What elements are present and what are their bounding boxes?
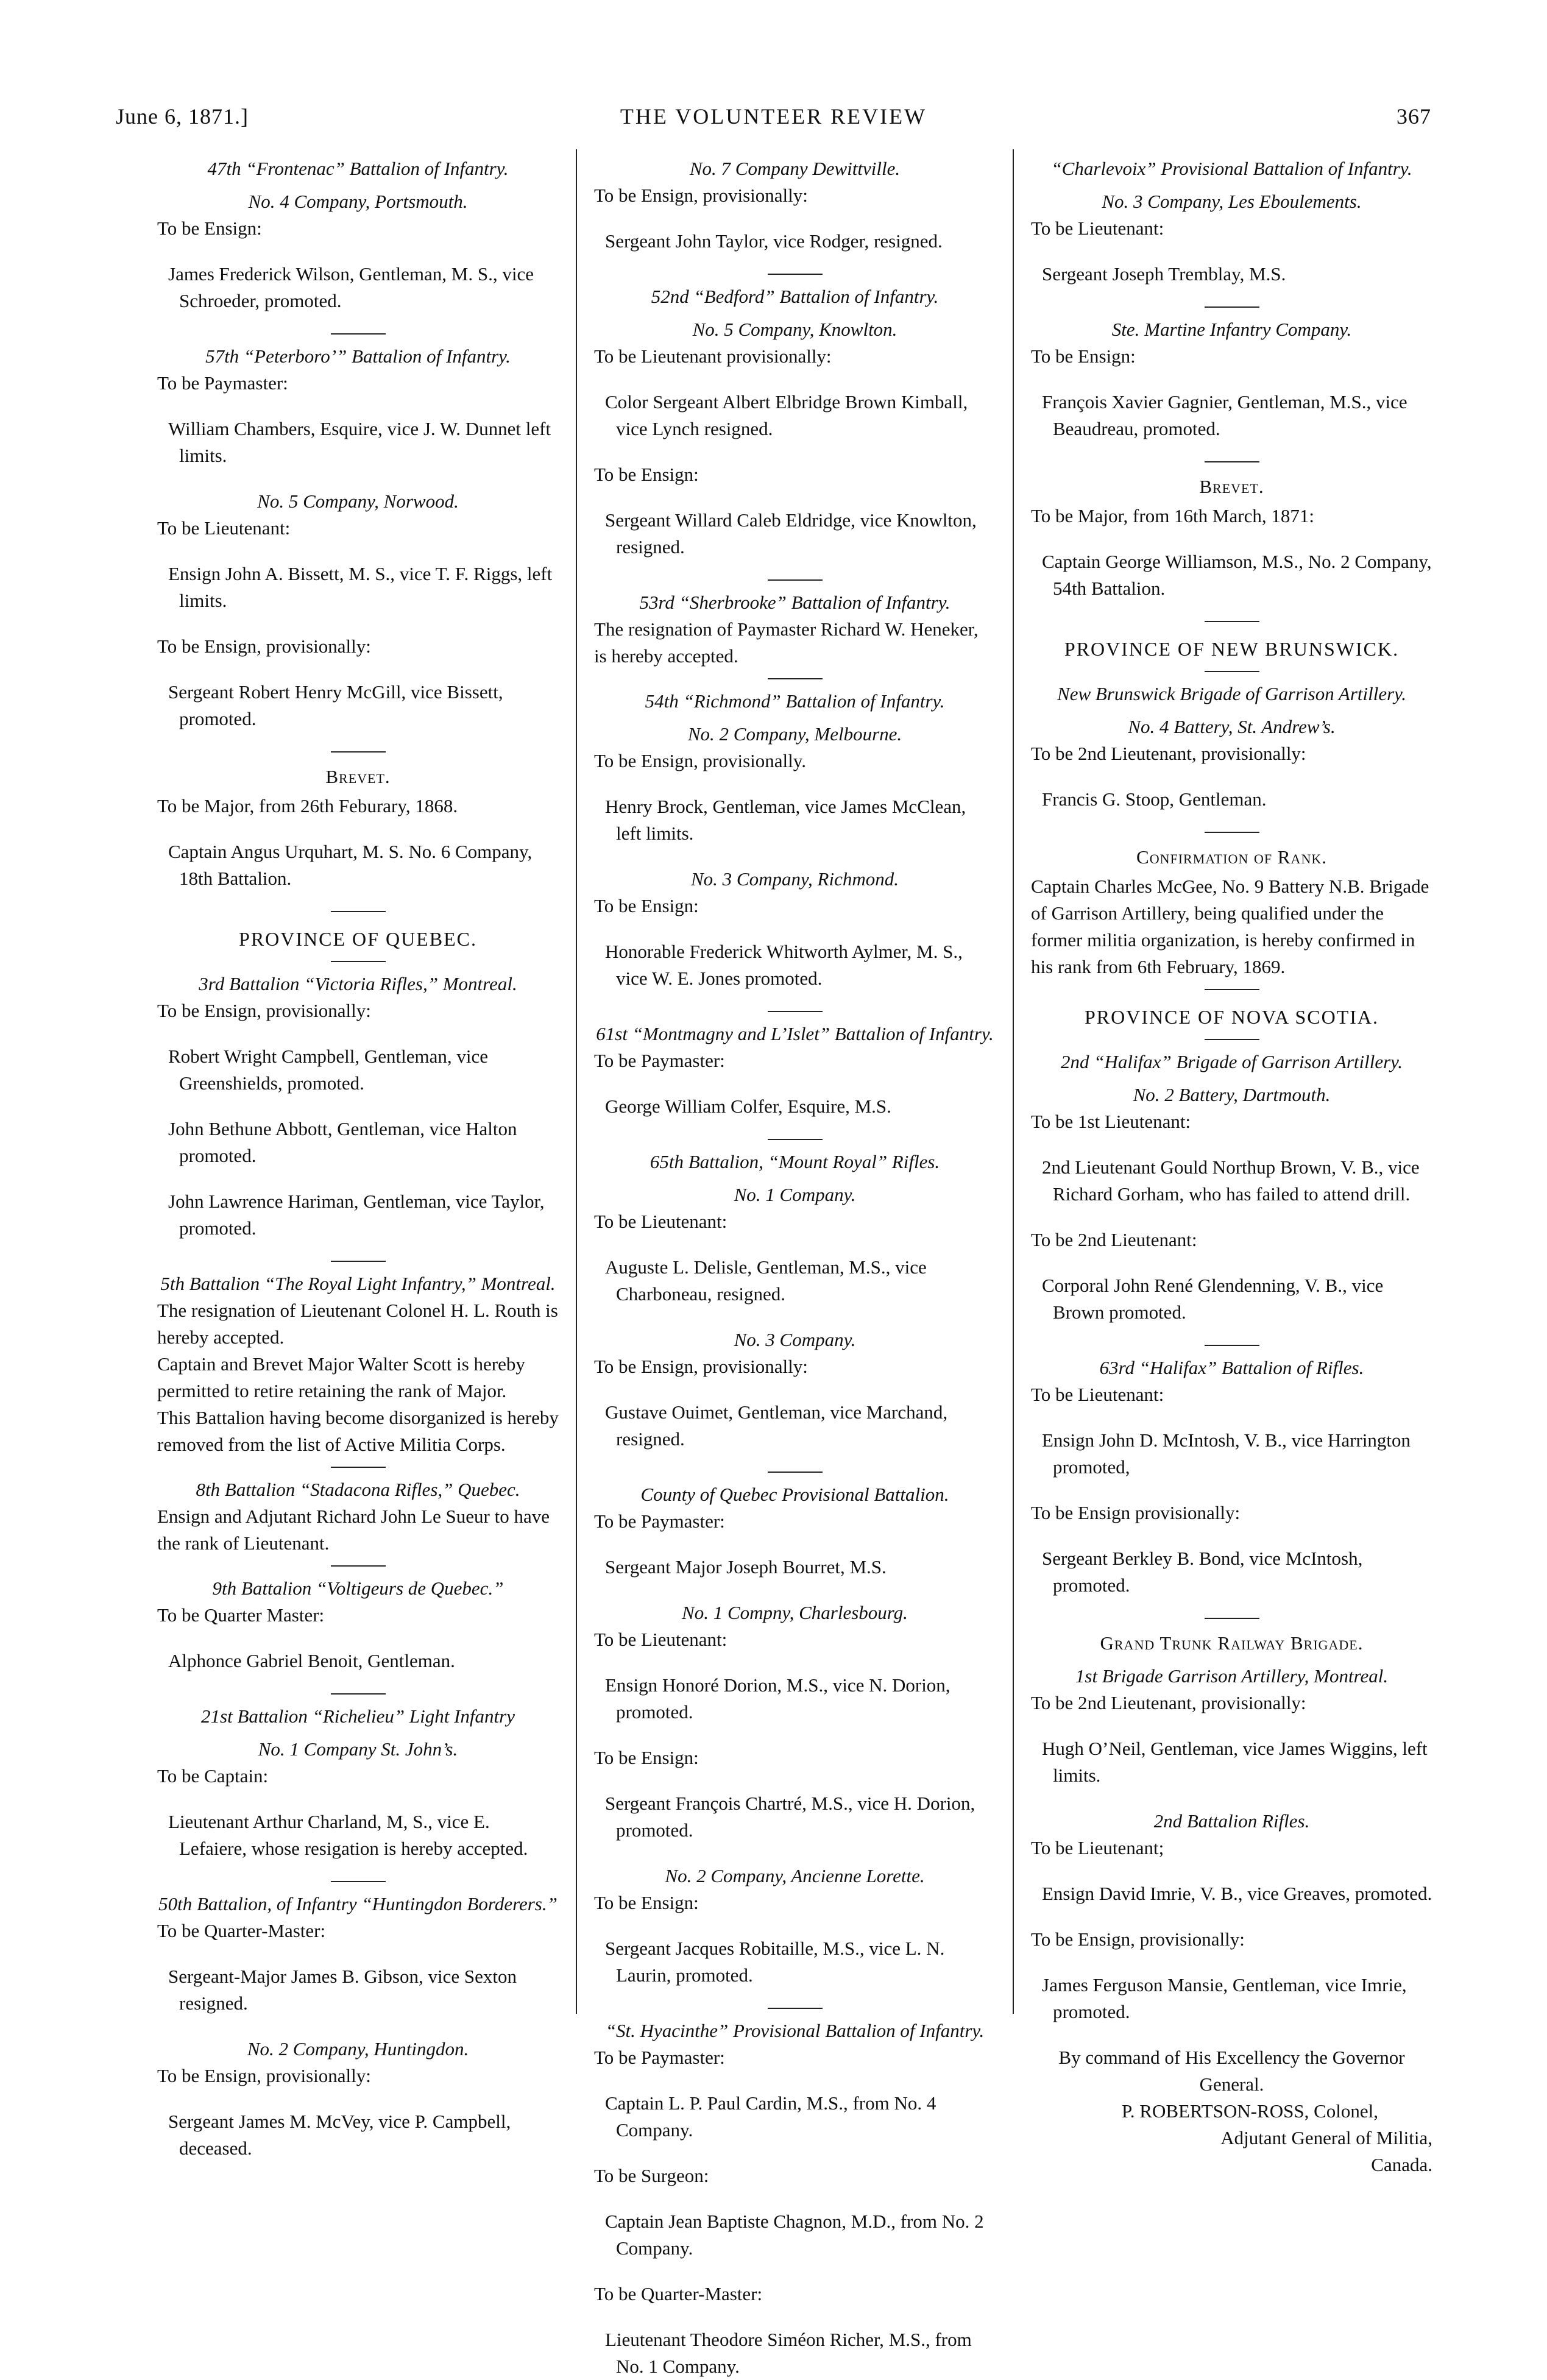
section-heading: 3rd Battalion “Victoria Rifles,” Montreal. — [199, 973, 517, 994]
section-heading: No. 7 Company Dewittville. — [689, 158, 901, 179]
section-heading: 65th Battalion, “Mount Royal” Rifles. — [650, 1151, 940, 1172]
section-heading: 57th “Peterboro’” Battalion of Infantry. — [205, 345, 511, 367]
appointment-entry: Robert Wright Campbell, Gentleman, vice Greenshields, promoted. — [168, 1046, 489, 1094]
section-heading: 47th “Frontenac” Battalion of Infantry. — [207, 158, 509, 179]
appointment-entry: Captain Jean Baptiste Chagnon, M.D., from No. 2 Company. — [605, 2211, 984, 2259]
appointment-entry: Sergeant Robert Henry McGill, vice Bissett, promoted. — [168, 681, 503, 729]
section-divider — [1205, 1039, 1259, 1040]
header-date: June 6, 1871.] — [116, 104, 249, 129]
section-heading: No. 1 Compny, Charlesbourg. — [682, 1602, 908, 1623]
appointment-entry: John Bethune Abbott, Gentleman, vice Halton promoted. — [168, 1118, 517, 1166]
section-heading: No. 2 Company, Huntingdon. — [247, 2038, 469, 2059]
paragraph: To be Paymaster: — [594, 2047, 725, 2068]
paragraph: To be Ensign: — [594, 464, 699, 485]
section-divider — [1205, 461, 1259, 462]
subheading: Confirmation of Rank. — [1136, 846, 1327, 868]
header-title: THE VOLUNTEER REVIEW — [620, 104, 927, 129]
appointment-entry: George William Colfer, Esquire, M.S. — [605, 1096, 891, 1117]
section-heading: No. 3 Company, Richmond. — [691, 868, 899, 890]
paragraph: To be Quarter-Master: — [157, 1920, 326, 1941]
paragraph: To be 2nd Lieutenant, provisionally: — [1031, 1692, 1306, 1713]
section-divider — [768, 274, 823, 275]
section-heading: “St. Hyacinthe” Provisional Battalion of Infantry. — [605, 2020, 985, 2041]
subheading: Grand Trunk Railway Brigade. — [1100, 1632, 1364, 1654]
section-divider — [331, 751, 386, 753]
appointment-entry: Captain L. P. Paul Cardin, M.S., from No. 4 Company. — [605, 2092, 936, 2141]
paragraph: To be 2nd Lieutenant: — [1031, 1229, 1197, 1250]
appointment-entry: Ensign David Imrie, V. B., vice Greaves, promoted. — [1042, 1883, 1432, 1904]
section-divider — [768, 2008, 823, 2009]
paragraph: To be Lieutenant provisionally: — [594, 345, 832, 367]
section-heading: No. 2 Company, Melbourne. — [687, 723, 902, 745]
section-heading: “Charlevoix” Provisional Battalion of Infantry. — [1051, 158, 1412, 179]
paragraph: To be Ensign, provisionally: — [157, 1000, 371, 1021]
section-heading: County of Quebec Provisional Battalion. — [640, 1484, 949, 1505]
column-left — [140, 149, 576, 2159]
paragraph: To be Quarter Master: — [157, 1604, 325, 1626]
section-divider — [768, 1472, 823, 1473]
section-divider — [331, 333, 386, 335]
subheading: Brevet. — [1199, 476, 1264, 497]
appointment-entry: Captain George Williamson, M.S., No. 2 Company, 54th Battalion. — [1042, 551, 1432, 599]
appointment-entry: Sergeant Major Joseph Bourret, M.S. — [605, 1556, 887, 1578]
appointment-entry: Alphonce Gabriel Benoit, Gentleman. — [168, 1650, 455, 1671]
paragraph: To be Paymaster: — [157, 372, 288, 394]
appointment-entry: Lieutenant Arthur Charland, M, S., vice E. Lefaiere, whose resigation is hereby accepted. — [168, 1811, 528, 1859]
appointment-entry: Sergeant Joseph Tremblay, M.S. — [1042, 263, 1286, 285]
appointment-entry: Sergeant Jacques Robitaille, M.S., vice L. N. Laurin, promoted. — [605, 1938, 945, 1986]
section-heading: New Brunswick Brigade of Garrison Artillery. — [1057, 683, 1406, 704]
section-heading: 61st “Montmagny and L’Islet” Battalion of Infantry. — [596, 1023, 994, 1044]
appointment-entry: Ensign John A. Bissett, M. S., vice T. F. Riggs, left limits. — [168, 563, 553, 611]
columns — [140, 149, 1450, 2377]
section-heading: 8th Battalion “Stadacona Rifles,” Quebec. — [196, 1479, 520, 1500]
section-heading: 52nd “Bedford” Battalion of Infantry. — [651, 286, 939, 307]
appointment-entry: Auguste L. Delisle, Gentleman, M.S., vice Charboneau, resigned. — [605, 1256, 927, 1305]
paragraph: The resignation of Lieutenant Colonel H. L. Routh is hereby accepted. — [157, 1300, 558, 1348]
appointment-entry: Sergeant François Chartré, M.S., vice H. Dorion, promoted. — [605, 1793, 975, 1841]
section-divider — [1205, 621, 1259, 622]
appointment-entry: Henry Brock, Gentleman, vice James McClean, left limits. — [605, 796, 966, 844]
appointment-entry: Sergeant Berkley B. Bond, vice McIntosh, promoted. — [1042, 1548, 1363, 1596]
paragraph: To be Lieutenant: — [1031, 218, 1164, 239]
province-heading: PROVINCE OF QUEBEC. — [239, 928, 477, 950]
section-heading: No. 4 Company, Portsmouth. — [248, 191, 468, 212]
appointment-entry: 2nd Lieutenant Gould Northup Brown, V. B., vice Richard Gorham, who has failed to attend drill. — [1042, 1156, 1420, 1205]
section-heading: 2nd “Halifax” Brigade of Garrison Artillery. — [1061, 1051, 1403, 1072]
province-heading: PROVINCE OF NOVA SCOTIA. — [1084, 1006, 1379, 1028]
appointment-entry: Captain Angus Urquhart, M. S. No. 6 Company, 18th Battalion. — [168, 841, 533, 889]
paragraph: To be Lieutenant: — [157, 517, 291, 539]
section-heading: No. 3 Company, Les Eboulements. — [1102, 191, 1362, 212]
subheading: Brevet. — [325, 766, 391, 787]
column-right — [1013, 149, 1450, 2175]
paragraph: To be Paymaster: — [594, 1511, 725, 1532]
section-divider — [1205, 671, 1259, 672]
paragraph: To be Ensign: — [594, 895, 699, 916]
section-heading: 54th “Richmond” Battalion of Infantry. — [645, 690, 945, 712]
section-divider — [1205, 832, 1259, 833]
section-heading: 63rd “Halifax” Battalion of Rifles. — [1099, 1357, 1364, 1378]
section-heading: 1st Brigade Garrison Artillery, Montreal. — [1075, 1665, 1389, 1687]
paragraph: To be Ensign, provisionally: — [1031, 1928, 1245, 1950]
appointment-entry: Sergeant John Taylor, vice Rodger, resigned. — [605, 230, 943, 252]
paragraph: Captain and Brevet Major Walter Scott is hereby permitted to retire retaining the rank of Major. — [157, 1353, 525, 1401]
paragraph: To be Paymaster: — [594, 1050, 725, 1071]
appointment-entry: James Frederick Wilson, Gentleman, M. S., vice Schroeder, promoted. — [168, 263, 534, 311]
appointment-entry: Francis G. Stoop, Gentleman. — [1042, 788, 1267, 810]
appointment-entry: John Lawrence Hariman, Gentleman, vice Taylor, promoted. — [168, 1191, 545, 1239]
paragraph: To be Ensign, provisionally. — [594, 750, 806, 771]
appointment-entry: Sergeant Willard Caleb Eldridge, vice Knowlton, resigned. — [605, 509, 977, 558]
appointment-entry: James Ferguson Mansie, Gentleman, vice Imrie, promoted. — [1042, 1974, 1407, 2022]
signature-line: P. ROBERTSON-ROSS, Colonel, — [1121, 2100, 1379, 2122]
paragraph: To be Captain: — [157, 1765, 269, 1787]
paragraph: To be Ensign, provisionally: — [594, 185, 808, 206]
province-heading: PROVINCE OF NEW BRUNSWICK. — [1064, 638, 1400, 660]
section-heading: 2nd Battalion Rifles. — [1153, 1810, 1310, 1832]
section-heading: No. 2 Battery, Dartmouth. — [1133, 1084, 1331, 1105]
section-divider — [331, 1881, 386, 1882]
paragraph: To be Lieutenant: — [1031, 1384, 1164, 1405]
appointment-entry: William Chambers, Esquire, vice J. W. Dunnet left limits. — [168, 418, 551, 466]
paragraph: Ensign and Adjutant Richard John Le Sueur to have the rank of Lieutenant. — [157, 1506, 550, 1554]
section-divider — [331, 1467, 386, 1468]
section-divider — [331, 911, 386, 912]
paragraph: To be Ensign: — [157, 218, 262, 239]
paragraph: To be Ensign: — [1031, 345, 1136, 367]
paragraph: To be Major, from 16th March, 1871: — [1031, 505, 1314, 526]
section-divider — [768, 678, 823, 679]
appointment-entry: Sergeant James M. McVey, vice P. Campbell, deceased. — [168, 2111, 511, 2159]
section-divider — [1205, 306, 1259, 308]
section-heading: 50th Battalion, of Infantry “Huntingdon Borderers.” — [158, 1893, 558, 1914]
section-divider — [768, 579, 823, 581]
section-heading: No. 2 Company, Ancienne Lorette. — [665, 1865, 925, 1886]
signature-line: Canada. — [1371, 2154, 1432, 2175]
section-heading: No. 5 Company, Knowlton. — [692, 319, 897, 340]
section-divider — [1205, 989, 1259, 990]
section-divider — [331, 1261, 386, 1262]
paragraph: To be Lieutenant; — [1031, 1837, 1164, 1858]
paragraph: To be Ensign, provisionally: — [157, 2065, 371, 2086]
section-heading: 9th Battalion “Voltigeurs de Quebec.” — [212, 1578, 504, 1599]
closing-line: By command of His Excellency the Governor General. — [1058, 2047, 1405, 2095]
paragraph: The resignation of Paymaster Richard W. Heneker, is hereby accepted. — [594, 618, 979, 667]
paragraph: To be Ensign: — [594, 1747, 699, 1768]
section-heading: 53rd “Sherbrooke” Battalion of Infantry. — [639, 592, 951, 613]
appointment-entry: Ensign John D. McIntosh, V. B., vice Harrington promoted, — [1042, 1429, 1411, 1478]
appointment-entry: Gustave Ouimet, Gentleman, vice Marchand, resigned. — [605, 1401, 948, 1450]
header-page-number: 367 — [1397, 104, 1431, 129]
section-heading: Ste. Martine Infantry Company. — [1111, 319, 1352, 340]
paragraph: To be Lieutenant: — [594, 1629, 727, 1650]
appointment-entry: François Xavier Gagnier, Gentleman, M.S., vice Beaudreau, promoted. — [1042, 391, 1407, 439]
section-heading: No. 4 Battery, St. Andrew’s. — [1128, 716, 1336, 737]
section-divider — [768, 1011, 823, 1012]
paragraph: To be 2nd Lieutenant, provisionally: — [1031, 743, 1306, 764]
paragraph: To be Ensign, provisionally: — [157, 636, 371, 657]
section-heading: No. 1 Company. — [734, 1184, 856, 1205]
page-header — [73, 91, 1474, 134]
paragraph: To be Surgeon: — [594, 2165, 709, 2186]
column-middle — [576, 149, 1013, 2377]
appointment-entry: Corporal John René Glendenning, V. B., vice Brown promoted. — [1042, 1275, 1384, 1323]
section-divider — [768, 1139, 823, 1140]
paragraph: This Battalion having become disorganized is hereby removed from the list of Active Militia Corps. — [157, 1407, 559, 1455]
section-heading: No. 3 Company. — [734, 1329, 856, 1350]
paragraph: To be Ensign provisionally: — [1031, 1502, 1241, 1523]
signature-line: Adjutant General of Militia, — [1220, 2127, 1432, 2148]
section-divider — [331, 1693, 386, 1695]
section-heading: 21st Battalion “Richelieu” Light Infantry — [201, 1705, 515, 1727]
appointment-entry: Honorable Frederick Whitworth Aylmer, M. S., vice W. E. Jones promoted. — [605, 941, 963, 989]
appointment-entry: Hugh O’Neil, Gentleman, vice James Wiggins, left limits. — [1042, 1738, 1428, 1786]
section-heading: No. 1 Company St. John’s. — [258, 1738, 458, 1760]
section-heading: 5th Battalion “The Royal Light Infantry,” Montreal. — [160, 1273, 556, 1294]
section-divider — [1205, 1618, 1259, 1619]
section-divider — [1205, 1345, 1259, 1346]
appointment-entry: Sergeant-Major James B. Gibson, vice Sexton resigned. — [168, 1966, 517, 2014]
paragraph: To be Lieutenant: — [594, 1211, 727, 1232]
section-divider — [331, 1565, 386, 1567]
section-heading: No. 5 Company, Norwood. — [257, 491, 459, 512]
appointment-entry: Color Sergeant Albert Elbridge Brown Kimball, vice Lynch resigned. — [605, 391, 968, 439]
paragraph: To be Ensign: — [594, 1892, 699, 1913]
paragraph: To be Ensign, provisionally: — [594, 1356, 808, 1377]
paragraph: To be Quarter-Master: — [594, 2283, 763, 2304]
section-divider — [331, 961, 386, 962]
paragraph: To be 1st Lieutenant: — [1031, 1111, 1191, 1132]
paragraph: Captain Charles McGee, No. 9 Battery N.B. Brigade of Garrison Artillery, being qualified under the former militia organization, is hereby confirmed in his rank from 6th February, 1869. — [1031, 876, 1429, 977]
appointment-entry: Ensign Honoré Dorion, M.S., vice N. Dorion, promoted. — [605, 1674, 951, 1723]
paragraph: To be Major, from 26th Feburary, 1868. — [157, 795, 458, 816]
appointment-entry: Lieutenant Theodore Siméon Richer, M.S., from No. 1 Company. — [605, 2329, 972, 2377]
